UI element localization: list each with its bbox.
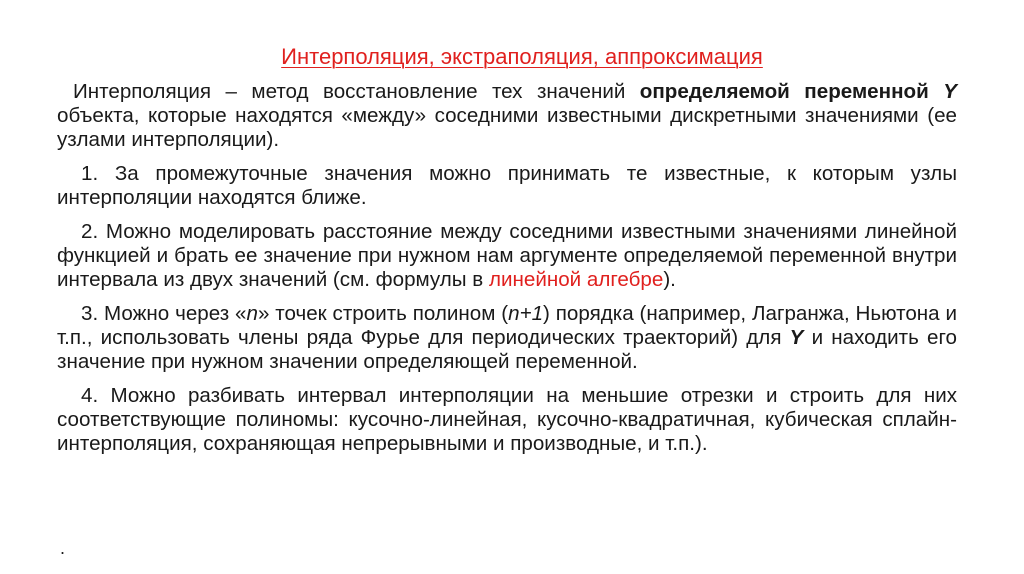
intro-paragraph <box>57 80 957 152</box>
intro-variable: Y <box>943 80 957 103</box>
item3-n-plus-1: n+1 <box>508 302 544 325</box>
item3-text-1: 3. Можно через « <box>81 302 247 325</box>
trailing-dot: . <box>60 538 66 558</box>
item3-text-3: ) порядка (например, Лагранжа, Ньютона и т.п., использовать члены ряда Фурье для периодических траекторий) для <box>57 302 957 349</box>
item3-text-4: и находить его значение при нужном значении определяющей переменной. <box>57 326 957 373</box>
item3-text-2: » точек строить полином ( <box>257 302 509 325</box>
intro-bold-term: определяемой переменной <box>639 80 929 103</box>
list-item-4: 4. Можно разбивать интервал интерполяции на меньшие отрезки и строить для них соответствующие полиномы: кусочно-линейная, кусочно-квадратичная, кубическая сплайн-интерполяция, сохраняющая непрерывными и производные, и т.п.). <box>57 384 957 455</box>
item2-text-end: ). <box>663 268 676 291</box>
slide-content <box>57 80 957 466</box>
list-item-2 <box>57 220 957 292</box>
intro-text-start: Интерполяция – метод восстановление тех значений <box>73 80 640 103</box>
linear-algebra-link[interactable]: линейной алгебре <box>488 268 664 291</box>
list-item-1: 1. За промежуточные значения можно принимать те известные, к которым узлы интерполяции находятся ближе. <box>57 162 957 209</box>
slide-title: Интерполяция, экстраполяция, аппроксимация <box>281 44 763 69</box>
item3-n: n <box>246 302 258 325</box>
list-item-3 <box>57 302 957 374</box>
item2-text-start: 2. Можно моделировать расстояние между соседними известными значениями линейной функцией и брать ее значение при нужном нам аргументе определяемой переменной внутри интервала из двух значений (см. формулы в <box>57 220 957 291</box>
intro-text-end: объекта, которые находятся «между» соседними известными дискретными значениями (ее узлами интерполяции). <box>57 104 957 151</box>
item3-variable: Y <box>789 326 804 349</box>
